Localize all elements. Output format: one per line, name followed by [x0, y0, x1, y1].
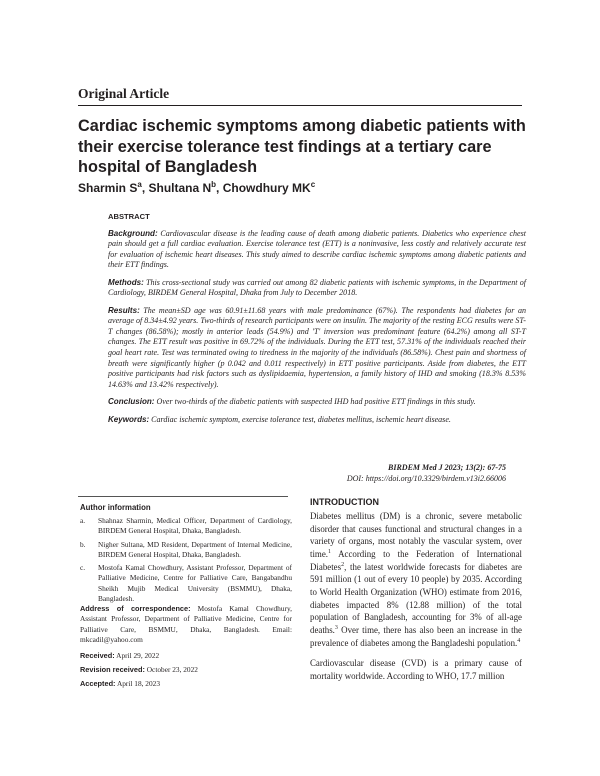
abstract-results — [108, 306, 526, 390]
revision-date: October 23, 2022 — [146, 665, 198, 674]
correspondence-text: Mostofa Kamal Chowdhury, Assistant Professor, Department of Palliative Medicine, Centre for Palliative Care, BSMMU, Dhaka, Bangladesh. Email: mkcadil@yahoo.com — [80, 604, 292, 644]
abstract-methods-label: Methods: — [108, 277, 144, 287]
abstract-block — [108, 212, 526, 432]
article-type: Original Article — [78, 86, 170, 101]
author-name: Shultana N — [148, 181, 212, 195]
received-date-line — [80, 651, 159, 660]
introduction-heading: INTRODUCTION — [310, 497, 379, 507]
introduction-body — [310, 510, 522, 691]
author-separator: , — [141, 181, 149, 195]
affiliation-text: Shahnaz Sharmin, Medical Officer, Department of Cardiology, BIRDEM General Hospital, Dhaka, Bangladesh. — [98, 516, 292, 536]
affiliation-text: Nigher Sultana, MD Resident, Department of Internal Medicine, BIRDEM General Hospital, Dhaka, Bangladesh. — [98, 539, 292, 559]
journal-citation: BIRDEM Med J 2023; 13(2): 67-75 — [388, 463, 506, 472]
affiliation-letter: c. — [80, 563, 86, 573]
abstract-background-text: Cardiovascular disease is the leading cause of death among diabetic patients. Diabetics who experience chest pain should get a full cardiac evaluation. Exercise tolerance test (ETT) is a noninvasive, less costly and relatively accurate test for evaluation of ischemic heart diseases. This study aimed to describe cardiac ischemic symptoms among diabetic patients and their ETT findings. — [108, 228, 526, 270]
affiliation-item — [80, 516, 292, 537]
reference-mark[interactable]: 4 — [517, 637, 521, 644]
affiliation-item — [80, 563, 292, 604]
affiliation-letter: a. — [80, 516, 86, 525]
author-affiliation-mark: b — [211, 180, 217, 189]
received-date: April 29, 2022 — [116, 651, 160, 660]
correspondence-label: Address of correspondence: — [80, 604, 191, 613]
abstract-keywords — [108, 415, 526, 426]
received-label: Received: — [80, 651, 115, 660]
accepted-label: Accepted: — [80, 679, 116, 688]
reference-mark[interactable]: 3 — [334, 624, 338, 631]
abstract-keywords-label: Keywords: — [108, 414, 150, 424]
abstract-results-label: Results: — [108, 305, 140, 315]
abstract-heading: ABSTRACT — [108, 212, 150, 221]
doi-link[interactable]: DOI: https://doi.org/10.3329/birdem.v13i2.66006 — [346, 474, 506, 483]
author-separator: , — [216, 181, 223, 195]
author-name: Sharmin S — [78, 181, 138, 195]
abstract-background-label: Background: — [108, 228, 158, 238]
affiliation-letter: b. — [80, 539, 86, 549]
accepted-date: April 18, 2023 — [116, 679, 160, 688]
intro-text: According to the Federation of International Diabetes — [310, 548, 522, 572]
header-rule — [78, 105, 522, 106]
abstract-results-text: The mean±SD age was 60.91±11.68 years with male predominance (67%). The respondents had diabetes for an average of 8.34±4.92 years. Two-thirds of research participants were on insulin. The majority of the resting ECG results were ST-T changes (86.58%); mostly in anterior leads (54.9%) and 'T' inversion was predominant feature (64.2%) among all ST-T changes. The ETT result was positive in 69.72% of the individuals. During the ETT test, 57.31% of the individuals reached their goal heart rate. Test was terminated owing to tiredness in the majority of the individuals (86.58%). Chest pain and shortness of breath were significantly higher (p 0.042 and 0.011 respectively) in ETT positive participants. Aside from diabetes, the ETT positive participants had risk factors such as dyslipidaemia, hypertension, a family history of IHD and smoking (18.3% 8.53% 14.63% and 13.42% respectively). — [108, 305, 526, 389]
abstract-conclusion-text: Over two-thirds of the diabetic patients with suspected IHD had positive ETT findings in this study. — [154, 397, 476, 407]
intro-text: Diabetes mellitus (DM) is a chronic, severe metabolic disorder that causes functional and structural changes in a variety of organs, most notably the vascular system, over time. — [310, 511, 522, 559]
affiliation-list — [80, 516, 292, 607]
citation-block — [347, 462, 506, 484]
intro-text: Over time, there has also been an increase in the prevalence of diabetes among the Bangladeshi population. — [310, 624, 522, 648]
abstract-keywords-text: Cardiac ischemic symptom, exercise tolerance test, diabetes mellitus, ischemic heart disease. — [149, 414, 451, 424]
author-affiliation-mark: c — [310, 180, 316, 189]
abstract-conclusion-label: Conclusion: — [108, 397, 155, 407]
affiliation-item — [80, 540, 292, 561]
revision-date-line — [80, 665, 198, 674]
revision-label: Revision received: — [80, 665, 145, 674]
abstract-methods-text: This cross-sectional study was carried out among 82 diabetic patients with ischemic symptoms, in the Department of Cardiology, BIRDEM General Hospital, Dhaka from July to December 2018. — [108, 277, 526, 298]
author-name: Chowdhury MK — [222, 181, 311, 195]
correspondence-address — [80, 604, 292, 645]
article-title: Cardiac ischemic symptoms among diabetic patients with their exercise tolerance test findings at a tertiary care hospital of Bangladesh — [78, 117, 526, 176]
introduction-paragraph — [310, 510, 522, 649]
abstract-conclusion — [108, 397, 526, 408]
accepted-date-line — [80, 679, 160, 688]
author-info-heading: Author information — [80, 503, 151, 512]
author-affiliation-mark: a — [137, 180, 142, 189]
abstract-methods — [108, 278, 526, 299]
intro-text: , the latest worldwide forecasts for diabetes are 591 million (1 out of every 10 people) by 2035. According to World Health Organization (WHO) estimate from 2016, diabetes impacted 8% (12.88 million) of the total population of Bangladesh, accounting for 3% of all-age deaths. — [310, 561, 522, 635]
reference-mark[interactable]: 2 — [341, 561, 345, 568]
reference-mark[interactable]: 1 — [328, 549, 331, 555]
affiliation-text: Mostofa Kamal Chowdhury, Assistant Professor, Department of Palliative Medicine, Centre for Palliative Care, Bangabandhu Sheikh Mujib Medical University (BSMMU), Dhaka, Bangladesh. — [98, 563, 292, 604]
author-list — [78, 180, 315, 195]
introduction-paragraph: Cardiovascular disease (CVD) is a primary cause of mortality worldwide. According to WHO, 17.7 million — [310, 658, 522, 681]
author-info-rule — [78, 496, 288, 497]
abstract-background — [108, 229, 526, 271]
